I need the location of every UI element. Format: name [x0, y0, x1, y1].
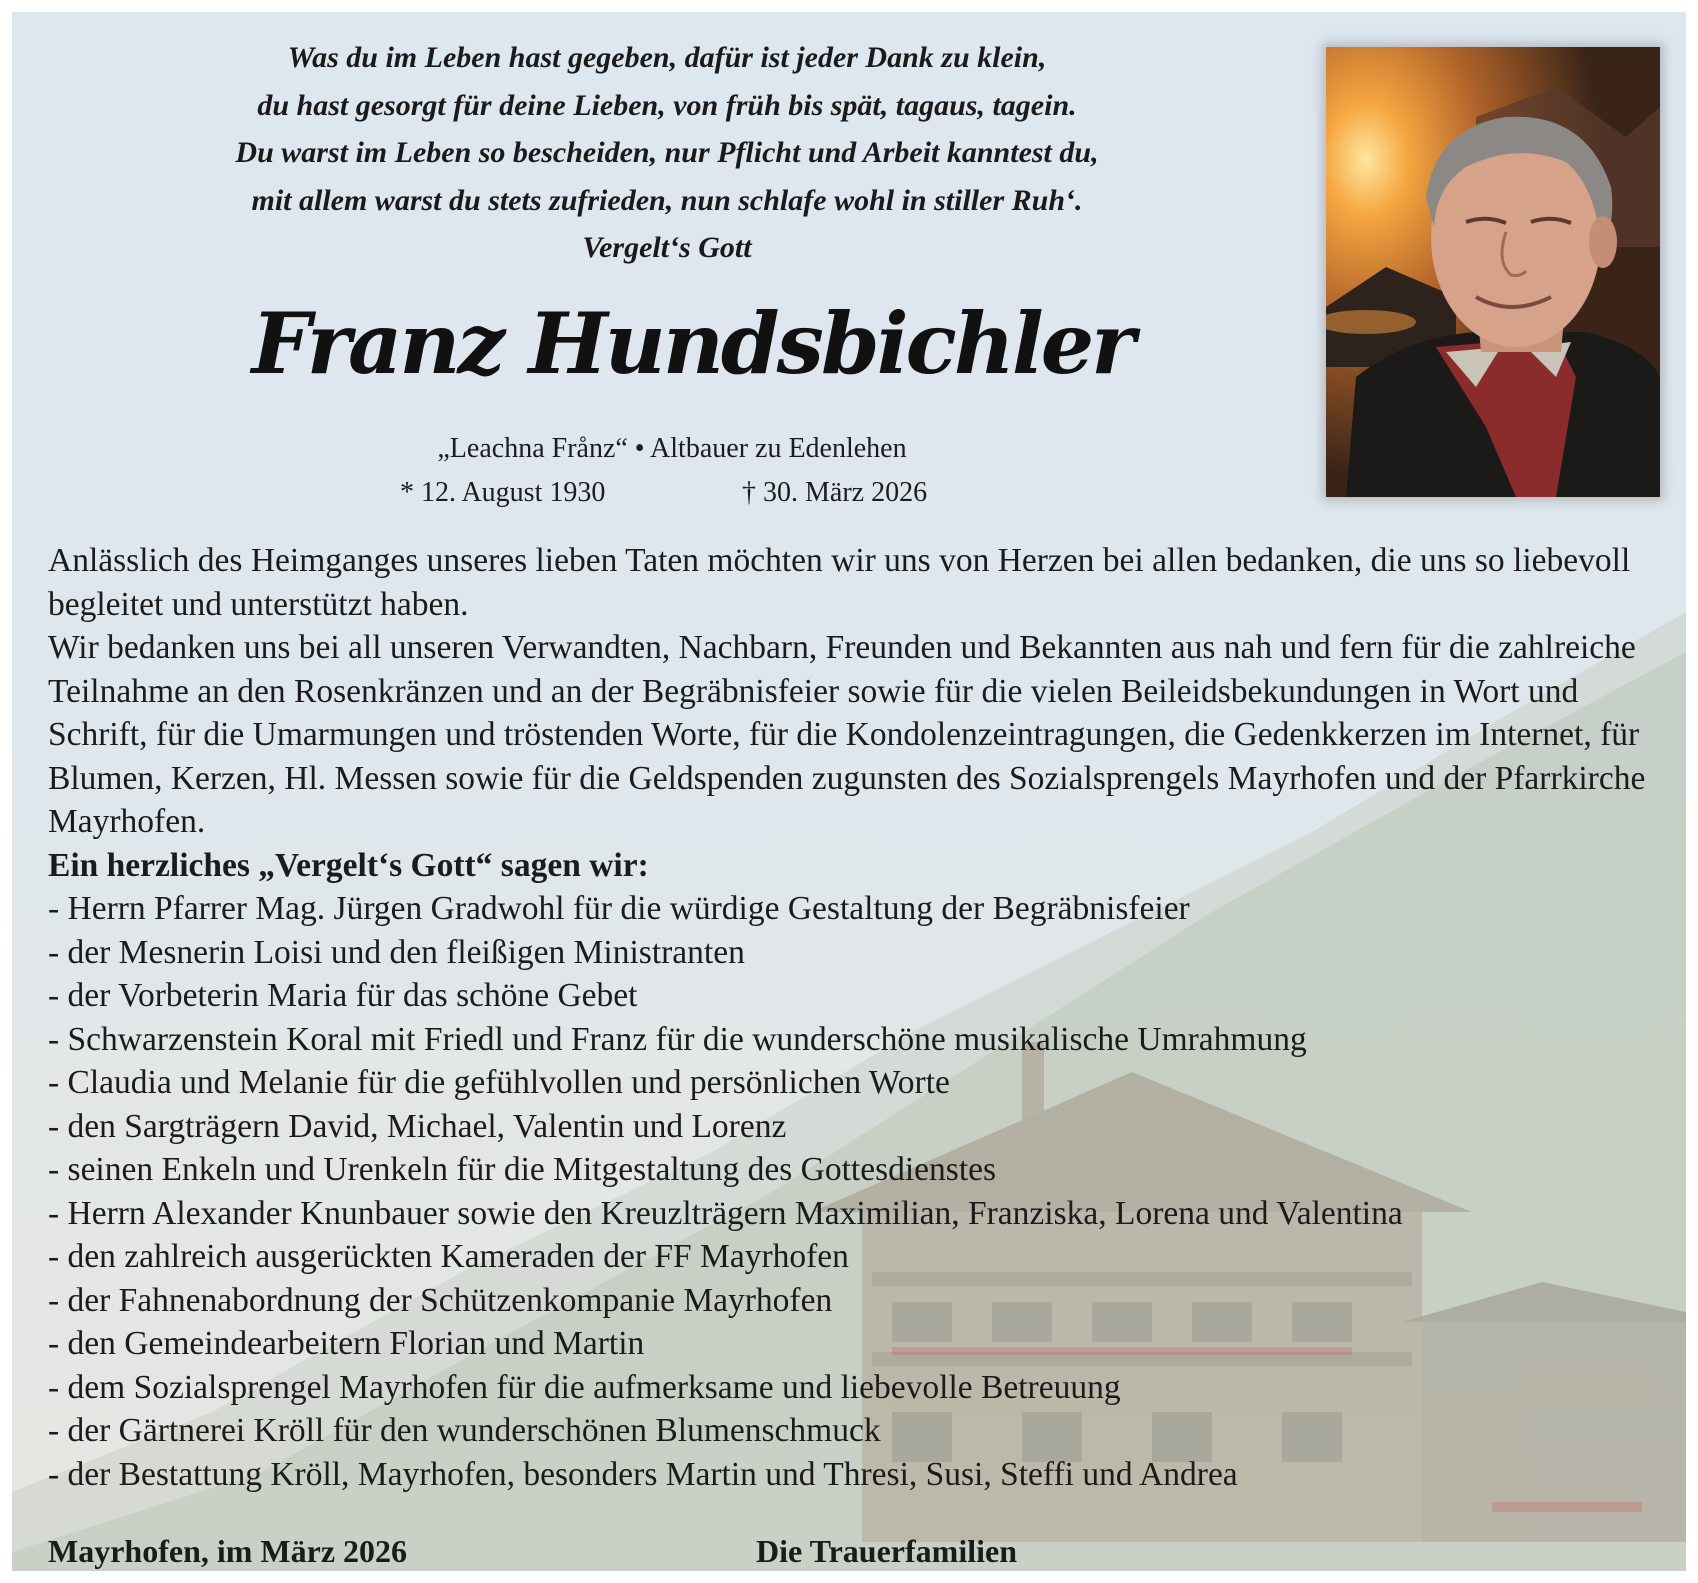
memorial-poem: [107, 34, 1227, 272]
thanks-list: [48, 887, 1678, 1496]
list-item: - den Gemeindearbeitern Florian und Martin: [48, 1325, 645, 1362]
list-item: - Herrn Alexander Knunbauer sowie den Kreuzlträgern Maximilian, Franziska, Lorena und Valentina: [48, 1194, 1403, 1232]
list-item: - der Bestattung Kröll, Mayrhofen, besonders Martin und Thresi, Susi, Steffi und Andrea: [48, 1455, 1238, 1493]
intro-paragraph: Anlässlich des Heimganges unseres lieben Taten möchten wir uns von Herzen bei allen bedanken, die uns so liebevoll begleitet und unterstützt haben.: [48, 542, 1631, 623]
obituary-card: [12, 12, 1686, 1571]
poem-line: Was du im Leben hast gegeben, dafür ist jeder Dank zu klein,: [287, 41, 1047, 74]
list-item: - Schwarzenstein Koral mit Friedl und Franz für die wunderschöne musikalische Umrahmung: [48, 1020, 1307, 1058]
poem-line: mit allem warst du stets zufrieden, nun schlafe wohl in stiller Ruh‘.: [251, 183, 1083, 217]
deceased-name: Franz Hundsbichler: [251, 294, 1133, 393]
thanks-heading: Ein herzliches „Vergelt‘s Gott“ sagen wir:: [48, 846, 649, 884]
portrait-illustration: [1326, 47, 1660, 497]
list-item: - der Gärtnerei Kröll für den wunderschönen Blumenschmuck: [48, 1412, 881, 1449]
list-item: - Herrn Pfarrer Mag. Jürgen Gradwohl für die würdige Gestaltung der Begräbnisfeier: [48, 890, 1190, 927]
list-item: - den zahlreich ausgerückten Kameraden der FF Mayrhofen: [48, 1238, 849, 1275]
family-signature: Die Trauerfamilien: [756, 1533, 1017, 1569]
poem-closing: Vergelt‘s Gott: [582, 231, 752, 264]
poem-line: Du warst im Leben so bescheiden, nur Pflicht und Arbeit kanntest du,: [235, 136, 1099, 169]
list-item: - der Vorbeterin Maria für das schöne Gebet: [48, 977, 638, 1014]
list-item: - den Sargträgern David, Michael, Valentin und Lorenz: [48, 1107, 787, 1145]
birth-date: * 12. August 1930: [400, 477, 606, 508]
list-item: - seinen Enkeln und Urenkeln für die Mitgestaltung des Gottesdienstes: [48, 1151, 997, 1188]
list-item: - der Mesnerin Loisi und den fleißigen Ministranten: [48, 933, 745, 971]
death-date: † 30. März 2026: [742, 477, 928, 508]
poem-line: du hast gesorgt für deine Lieben, von früh bis spät, tagaus, tagein.: [257, 88, 1077, 122]
place-and-date: Mayrhofen, im März 2026: [48, 1533, 408, 1569]
thanks-paragraph: Wir bedanken uns bei all unseren Verwandten, Nachbarn, Freunden und Bekannten aus nah und fern für die zahlreiche Teilnahme an den Rosenkränzen und an der Begräbnisfeier sowie für die vielen Beileidsbekundungen in Wort und Schrift, für die Umarmungen und tröstenden Worte, für die Kondolenzeintragungen, die Gedenkkerzen im Internet, für Blumen, Kerzen, Hl. Messen sowie für die Geldspenden zugunsten des Sozialsprengels Mayrhofen und der Pfarrkirche Mayrhofen.: [48, 629, 1646, 840]
thanks-text: [48, 539, 1678, 1496]
portrait-photo: [1326, 47, 1660, 497]
list-item: - der Fahnenabordnung der Schützenkompanie Mayrhofen: [48, 1281, 833, 1319]
list-item: - dem Sozialsprengel Mayrhofen für die aufmerksame und liebevolle Betreuung: [48, 1368, 1121, 1406]
list-item: - Claudia und Melanie für die gefühlvollen und persönlichen Worte: [48, 1064, 950, 1101]
deceased-subtitle: „Leachna Frånz“ • Altbauer zu Edenlehen: [437, 433, 907, 464]
